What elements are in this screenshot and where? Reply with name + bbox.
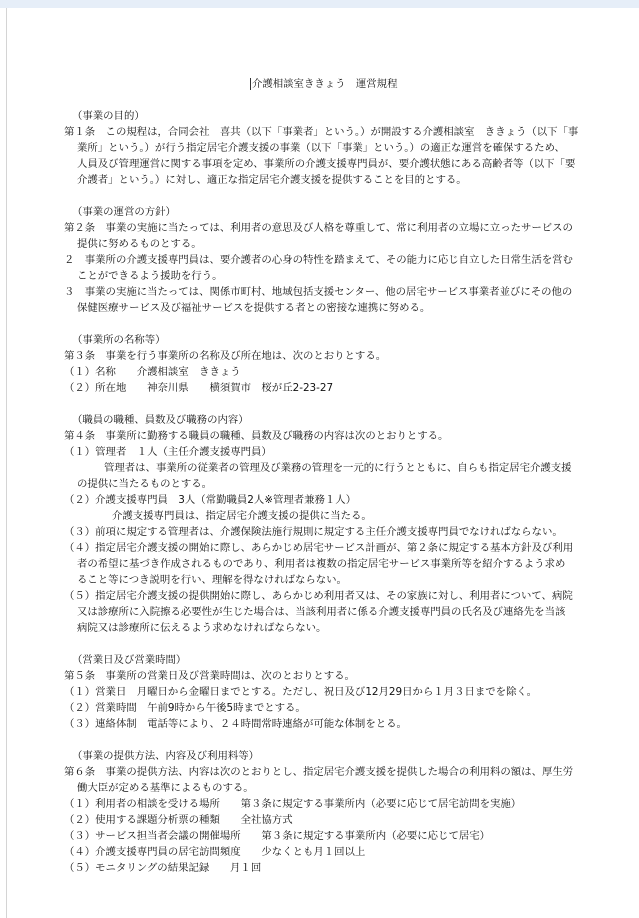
list-item: （２）営業時間 午前9時から午後5時までとする。 xyxy=(64,702,306,714)
article-line: ことができるよう援助を行う。 xyxy=(77,270,223,282)
section-policy xyxy=(64,204,624,316)
list-item: （５）モニタリングの結果記録 月１回 xyxy=(64,862,262,874)
list-item: （２）所在地 神奈川県 横須賀市 桜が丘2-23-27 xyxy=(64,382,334,394)
article-line: ２ 事業所の介護支援専門員は、要介護者の心身の特性を踏まえて、その能力に応じ自立した日常生活を営む xyxy=(64,254,573,266)
article-line: 第１条 この規程は，合同会社 喜共（以下「事業者」という。）が開設する介護相談室 ききょう（以下「事 xyxy=(64,126,579,138)
list-item: （５）指定居宅介護支援の提供開始に際し、あらかじめ利用者又は、その家族に対し、利用者について、病院 xyxy=(64,590,573,602)
section-service-fees xyxy=(64,748,624,876)
list-item: （３）サービス担当者会議の開催場所 第３条に規定する事業所内（必要に応じて居宅） xyxy=(64,830,491,842)
article-line: 人員及び管理運営に関する事項を定め、事業所の介護支援専門員が、要介護状態にある高齢者等（以下「要 xyxy=(77,158,576,170)
list-item-detail: 者の希望に基づき作成されるものであり、利用者は複数の指定居宅サービス事業所等を紹介するよう求め xyxy=(77,558,566,570)
article-line: 第５条 事業所の営業日及び営業時間は、次のとおりとする。 xyxy=(64,670,355,682)
article-line: 第４条 事業所に勤務する職員の職種、員数及び職務の内容は次のとおりとする。 xyxy=(64,430,449,442)
viewer-top-bar xyxy=(0,0,639,8)
list-item-detail: の提供に当たるものとする。 xyxy=(77,478,213,490)
document-page xyxy=(64,76,624,876)
section-name xyxy=(64,332,624,396)
list-item: （４）介護支援専門員の居宅訪問頻度 少なくとも月１回以上 xyxy=(64,846,366,858)
document-title-text: 介護相談室ききょう 運営規程 xyxy=(252,78,398,90)
list-item: （２）介護支援専門員 3人（常勤職員2人※管理者兼務１人） xyxy=(64,494,357,506)
section-staff xyxy=(64,412,624,636)
section-hours xyxy=(64,652,624,732)
list-item: （３）連絡体制 電話等により、２４時間常時連絡が可能な体制をとる。 xyxy=(64,718,407,730)
section-heading: （職員の職種、員数及び職務の内容） xyxy=(72,414,249,426)
list-item: （４）指定居宅介護支援の開始に際し、あらかじめ居宅サービス計画が、第２条に規定する基本方針及び利用 xyxy=(64,542,574,554)
article-line: 介護者」という。）に対し、適正な指定居宅介護支援を提供することを目的とする。 xyxy=(77,174,467,186)
section-heading: （営業日及び営業時間） xyxy=(72,654,187,666)
article-line: 第３条 事業を行う事業所の名称及び所在地は、次のとおりとする。 xyxy=(64,350,387,362)
list-item: （１）営業日 月曜日から金曜日までとする。ただし、祝日及び12月29日から１月３日までを除く。 xyxy=(64,686,538,698)
list-item-detail: 又は診療所に入院擦る必要性が生じた場合は、当該利用者に係る介護支援専門員の氏名及び連絡先を当該 xyxy=(77,606,566,618)
article-line: 第２条 事業の実施に当たっては、利用者の意思及び人格を尊重して、常に利用者の立場に立ったサービスの xyxy=(64,222,573,234)
page-left-edge xyxy=(6,8,7,918)
list-item: （１）利用者の相談を受ける場所 第３条に規定する事業所内（必要に応じて居宅訪問を実施） xyxy=(64,798,522,810)
list-item: （２）使用する課題分析票の種類 全社協方式 xyxy=(64,814,293,826)
list-item-detail: 管理者は、事業所の従業者の管理及び業務の管理を一元的に行うとともに、自らも指定居宅介護支援 xyxy=(104,462,572,474)
list-item: （１）管理者 １人（主任介護支援専門員） xyxy=(64,446,272,458)
section-heading: （事業の運営の方針） xyxy=(72,206,176,218)
list-item: （３）前項に規定する管理者は、介護保険法施行規則に規定する主任介護支援専門員でなければならない。 xyxy=(64,526,563,538)
article-line: 業所」という。）が行う指定居宅介護支援の事業（以下「事業」という。）の適正な運営を確保するため、 xyxy=(77,142,565,154)
section-purpose xyxy=(64,108,624,188)
list-item-detail: 病院又は診療所に伝えるよう求めなければならない。 xyxy=(77,622,327,634)
section-heading: （事業の目的） xyxy=(72,110,145,122)
section-heading: （事業の提供方法、内容及び利用料等） xyxy=(72,750,260,762)
list-item: （１）名称 介護相談室 ききょう xyxy=(64,366,241,378)
article-line: 保健医療サービス及び福祉サービスを提供する者との密接な連携に努める。 xyxy=(77,302,431,314)
section-heading: （事業所の名称等） xyxy=(72,334,166,346)
document-title xyxy=(64,76,624,92)
article-line: ３ 事業の実施に当たっては、関係市町村、地域包括支援センター、他の居宅サービス事業者並びにその他の xyxy=(64,286,573,298)
list-item-detail: ること等につき説明を行い、理解を得なければならない。 xyxy=(77,574,347,586)
article-line: 第６条 事業の提供方法、内容は次のとおりとし、指定居宅介護支援を提供した場合の利用料の額は、厚生労 xyxy=(64,766,574,778)
article-line: 働大臣が定める基準によるものする。 xyxy=(77,782,254,794)
article-line: 提供に努めるものとする。 xyxy=(77,238,202,250)
list-item-detail: 介護支援専門員は、指定居宅介護支援の提供に当たる。 xyxy=(112,510,372,522)
